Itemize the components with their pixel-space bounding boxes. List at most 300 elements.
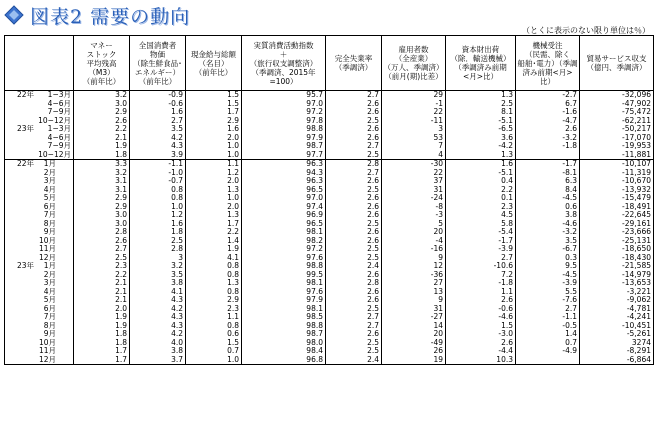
period-cell [5,262,74,271]
period-cell [5,339,74,348]
value-cell: 2.6 [326,211,382,220]
value-cell: 0.6 [186,330,242,339]
value-cell: 96.5 [242,186,326,195]
value-cell: 2.8 [74,228,130,237]
value-cell: 0.8 [186,322,242,331]
period-label: 11月 [38,347,56,355]
value-cell: -19,953 [580,142,654,151]
header-consumption-index: 実質消費活動指数 ＋ （旅行収支調整済） （季調済、2015年 =100） [242,36,326,91]
value-cell: 37 [382,177,446,186]
header-capital-goods: 資本財出荷 （除．輸送機械） （季調済み前期 <月>比） [446,36,516,91]
value-cell: 98.1 [242,279,326,288]
quarterly-row [5,117,654,126]
period-label: 9月 [43,330,56,338]
value-cell: 2.6 [326,100,382,109]
monthly-row [5,313,654,322]
value-cell: -7.6 [516,296,580,305]
value-cell: -3.2 [516,134,580,143]
period-cell [5,279,74,288]
value-cell: 3.5 [130,271,186,280]
year-label: 23年 [16,125,34,133]
period-label: 1月 [43,159,56,168]
period-cell [5,220,74,229]
value-cell: -6,864 [580,356,654,365]
value-cell: 2.3 [446,203,516,212]
value-cell: 2.0 [186,203,242,212]
period-label: 7月 [43,211,56,219]
period-cell [5,347,74,356]
value-cell: 1.3 [186,186,242,195]
period-cell [5,169,74,178]
period-label: 12月 [38,253,56,262]
value-cell: 2.5 [74,254,130,263]
value-cell: -9,062 [580,296,654,305]
period-label: 4−6月 [47,99,71,108]
value-cell: 3.9 [130,151,186,160]
value-cell: -13,653 [580,279,654,288]
monthly-row [5,203,654,212]
value-cell: 2.5 [446,100,516,109]
value-cell: 2.6 [326,271,382,280]
value-cell: -4.4 [446,347,516,356]
value-cell: 4.0 [130,339,186,348]
value-cell: 31 [382,305,446,314]
value-cell: 3 [130,254,186,263]
value-cell: -15,479 [580,194,654,203]
header-unemployment: 完全失業率 （季調済） [326,36,382,91]
value-cell: 98.8 [242,125,326,134]
value-cell: -23,666 [580,228,654,237]
monthly-row [5,271,654,280]
value-cell: 2.6 [74,237,130,246]
value-cell: 4.3 [130,322,186,331]
page-title: 図表2 需要の動向 [30,5,191,28]
value-cell: 2.1 [74,288,130,297]
value-cell: 2.5 [326,117,382,126]
value-cell: 2.7 [516,305,580,314]
value-cell: 26 [382,347,446,356]
value-cell: -11,319 [580,169,654,178]
period-label: 2月 [43,168,56,177]
value-cell: 7.2 [446,271,516,280]
value-cell: 53 [382,134,446,143]
period-cell [5,151,74,160]
value-cell: -24 [382,194,446,203]
value-cell: -49 [382,339,446,348]
value-cell: 2.5 [130,237,186,246]
monthly-row [5,169,654,178]
value-cell: 9.5 [516,262,580,271]
value-cell: 2.9 [186,117,242,126]
value-cell: 2.2 [74,271,130,280]
header-employees: 雇用者数 （全産業） （万人、季調済） （前月(期)比差） [382,36,446,91]
value-cell: 2.0 [186,134,242,143]
period-label: 6月 [43,202,56,211]
value-cell [516,356,580,365]
value-cell: 2.5 [326,339,382,348]
unit-note: （とくに表示のない限り単位は％） [522,26,650,35]
value-cell: -8 [382,203,446,212]
year-label: 23年 [16,262,34,270]
monthly-row [5,305,654,314]
value-cell: 98.1 [242,228,326,237]
period-label: 12月 [38,355,56,364]
value-cell: 0.6 [516,203,580,212]
value-cell: -18,430 [580,254,654,263]
monthly-row [5,347,654,356]
value-cell: 3.0 [74,220,130,229]
value-cell: 2.6 [326,237,382,246]
value-cell: 4.2 [130,134,186,143]
value-cell: -22,645 [580,211,654,220]
period-cell [5,134,74,143]
value-cell: 0.1 [446,194,516,203]
period-cell [5,322,74,331]
value-cell: 1.0 [186,356,242,365]
period-label: 5月 [43,296,56,304]
value-cell: 2.5 [326,254,382,263]
period-label: 8月 [43,219,56,228]
period-label: 10−12月 [38,116,71,125]
value-cell: -4,241 [580,313,654,322]
value-cell: 98.7 [242,330,326,339]
period-cell [5,117,74,126]
value-cell: 98.2 [242,237,326,246]
value-cell: 2.6 [326,330,382,339]
monthly-row [5,237,654,246]
period-label: 1月 [43,262,56,270]
value-cell: -16 [382,245,446,254]
period-label: 11月 [38,245,56,253]
value-cell: 0.3 [516,254,580,263]
value-cell: 3 [382,125,446,134]
value-cell: 1.7 [74,347,130,356]
value-cell: 2.6 [74,117,130,126]
value-cell: -1 [382,100,446,109]
value-cell: -4 [382,237,446,246]
value-cell: 2.7 [130,117,186,126]
period-label: 1−3月 [47,90,71,99]
value-cell: 1.2 [130,211,186,220]
value-cell: 9 [382,296,446,305]
value-cell: -4.6 [446,313,516,322]
value-cell: 1.3 [186,279,242,288]
header-machinery-orders: 機械受注 （民需、除く 船舶･電力）（季調 済み前期<月> 比） [516,36,580,91]
value-cell: 4.1 [186,254,242,263]
value-cell: 2.5 [326,245,382,254]
value-cell: 97.7 [242,151,326,160]
value-cell: 0.8 [130,186,186,195]
value-cell: 3.2 [74,169,130,178]
value-cell: -10,670 [580,177,654,186]
value-cell: 1.9 [74,313,130,322]
period-label: 7−9月 [47,142,71,150]
value-cell: 0.8 [186,262,242,271]
value-cell: 0.8 [130,194,186,203]
value-cell: 97.0 [242,194,326,203]
value-cell: 1.6 [130,220,186,229]
value-cell: 2.5 [326,220,382,229]
value-cell: -30 [382,160,446,169]
value-cell: 1.5 [186,339,242,348]
value-cell: 2.6 [516,125,580,134]
monthly-row [5,228,654,237]
year-label: 22年 [16,90,34,99]
value-cell: 0.7 [186,347,242,356]
value-cell: 0.4 [446,177,516,186]
value-cell: 1.6 [446,160,516,169]
value-cell: -3.9 [516,279,580,288]
value-cell: 2.6 [446,296,516,305]
value-cell: 2.6 [326,125,382,134]
value-cell: 97.6 [242,288,326,297]
period-label: 9月 [43,228,56,236]
blue-diamond-icon [4,5,24,25]
value-cell: 98.7 [242,142,326,151]
value-cell: -1.7 [516,160,580,169]
value-cell: -25,131 [580,237,654,246]
demand-table [4,35,654,365]
value-cell: -36 [382,271,446,280]
value-cell: 2.8 [130,245,186,254]
value-cell: 3.7 [130,356,186,365]
period-cell [5,228,74,237]
period-cell [5,211,74,220]
period-label: 4月 [43,287,56,296]
value-cell: 2.5 [326,347,382,356]
value-cell: -4.9 [516,347,580,356]
value-cell: 2.7 [326,169,382,178]
value-cell: 4.5 [446,211,516,220]
monthly-row [5,296,654,305]
value-cell: 2.6 [446,339,516,348]
value-cell: 31 [382,186,446,195]
value-cell: 6.7 [516,100,580,109]
value-cell: 1.7 [74,356,130,365]
value-cell: 97.9 [242,134,326,143]
value-cell: 1.1 [446,288,516,297]
value-cell: 1.5 [186,91,242,100]
value-cell: 98.1 [242,305,326,314]
value-cell: 1.5 [446,322,516,331]
value-cell: -3.2 [516,228,580,237]
value-cell: 2.5 [326,151,382,160]
value-cell: 2.6 [326,108,382,117]
period-cell [5,142,74,151]
value-cell: -1.1 [516,313,580,322]
value-cell: 2.8 [326,160,382,169]
value-cell: -4,781 [580,305,654,314]
period-cell [5,237,74,246]
value-cell: 3.3 [74,160,130,169]
value-cell: 22 [382,108,446,117]
quarterly-row [5,151,654,160]
monthly-row [5,262,654,271]
period-cell [5,100,74,109]
monthly-row [5,330,654,339]
period-cell [5,91,74,100]
period-cell [5,125,74,134]
period-label: 5月 [43,194,56,202]
value-cell: -18,491 [580,203,654,212]
period-label: 4−6月 [47,133,71,142]
period-cell [5,288,74,297]
value-cell: 97.2 [242,108,326,117]
value-cell: 96.9 [242,211,326,220]
value-cell: 3.0 [74,211,130,220]
value-cell: 1.8 [74,330,130,339]
period-label: 10月 [38,236,56,245]
value-cell: 1.0 [186,151,242,160]
value-cell: -29,161 [580,220,654,229]
value-cell: 2.6 [326,134,382,143]
value-cell: 1.8 [74,151,130,160]
value-cell: 1.9 [74,142,130,151]
value-cell: 1.6 [130,108,186,117]
value-cell: 3.5 [516,237,580,246]
value-cell: -0.6 [446,305,516,314]
value-cell: 3.8 [516,211,580,220]
value-cell: 1.0 [130,203,186,212]
value-cell: 0.8 [186,288,242,297]
value-cell: 22 [382,169,446,178]
value-cell: 0.7 [516,339,580,348]
value-cell: 14 [382,322,446,331]
value-cell: 2.7 [326,142,382,151]
quarterly-row [5,108,654,117]
period-cell [5,160,74,169]
value-cell: 1.0 [186,194,242,203]
monthly-row [5,288,654,297]
value-cell: 2.2 [186,228,242,237]
value-cell: 2.0 [186,177,242,186]
monthly-row [5,339,654,348]
value-cell: 1.5 [186,100,242,109]
value-cell: 8.4 [516,186,580,195]
value-cell: -10.6 [446,262,516,271]
value-cell: 2.9 [74,203,130,212]
value-cell: -1.7 [446,237,516,246]
period-cell [5,186,74,195]
value-cell: 1.3 [446,151,516,160]
value-cell: -0.5 [516,322,580,331]
value-cell: 2.7 [326,313,382,322]
value-cell: 3.2 [130,262,186,271]
value-cell: 4.3 [130,296,186,305]
value-cell: 2.6 [326,228,382,237]
value-cell: 1.4 [516,330,580,339]
value-cell: 9 [382,254,446,263]
value-cell: -6.5 [446,125,516,134]
value-cell: 3.8 [130,347,186,356]
monthly-row [5,186,654,195]
period-cell [5,330,74,339]
monthly-row [5,279,654,288]
header-cash-earnings: 現金給与総額 （名目） （前年比） [186,36,242,91]
value-cell: -0.9 [130,91,186,100]
period-cell [5,271,74,280]
value-cell: 2.1 [74,279,130,288]
value-cell: 1.1 [186,313,242,322]
value-cell: 2.7 [446,254,516,263]
value-cell: -4.5 [516,271,580,280]
period-label: 7−9月 [47,108,71,116]
value-cell: -5,261 [580,330,654,339]
quarterly-row [5,125,654,134]
value-cell: 2.6 [326,194,382,203]
period-cell [5,203,74,212]
value-cell: 4 [382,151,446,160]
value-cell: -1.6 [516,108,580,117]
value-cell: 97.6 [242,254,326,263]
value-cell: 4.3 [130,313,186,322]
value-cell: -0.7 [130,177,186,186]
value-cell: 12 [382,262,446,271]
value-cell: 4.1 [130,288,186,297]
value-cell: 3.6 [446,134,516,143]
quarterly-row [5,100,654,109]
period-cell [5,177,74,186]
value-cell: -17,070 [580,134,654,143]
value-cell: -4.5 [516,194,580,203]
value-cell: -6.7 [516,245,580,254]
header-cpi: 全国消費者 物価 （除生鮮食品･ エネルギー） （前年比） [130,36,186,91]
value-cell: 98.8 [242,322,326,331]
period-label: 3月 [43,177,56,185]
value-cell: 2.7 [326,322,382,331]
value-cell: 2.2 [74,125,130,134]
header-money-stock: マネー ストック 平均残高 （M3） （前年比） [74,36,130,91]
header-period [5,36,74,91]
value-cell: -1.0 [130,169,186,178]
quarterly-row [5,142,654,151]
value-cell: -13,932 [580,186,654,195]
value-cell: 2.6 [326,203,382,212]
period-cell [5,313,74,322]
value-cell: 1.2 [186,169,242,178]
value-cell [516,151,580,160]
value-cell: 98.4 [242,347,326,356]
value-cell: 3.0 [74,100,130,109]
value-cell: -3,221 [580,288,654,297]
value-cell: 1.1 [186,160,242,169]
value-cell: 29 [382,91,446,100]
value-cell: 1.7 [186,220,242,229]
period-label: 7月 [43,313,56,321]
value-cell: 5.5 [516,288,580,297]
value-cell: 13 [382,288,446,297]
value-cell: 2.8 [326,279,382,288]
value-cell: 2.4 [326,356,382,365]
value-cell: -10,107 [580,160,654,169]
value-cell: 2.2 [446,186,516,195]
value-cell: -62,211 [580,117,654,126]
value-cell: 1.0 [186,142,242,151]
value-cell: 96.3 [242,160,326,169]
value-cell: -2.7 [516,91,580,100]
value-cell: -4.6 [516,220,580,229]
value-cell: 10.3 [446,356,516,365]
value-cell: -1.1 [130,160,186,169]
value-cell: -10,451 [580,322,654,331]
monthly-row [5,160,654,169]
value-cell: 97.8 [242,117,326,126]
value-cell: 2.7 [74,245,130,254]
value-cell: 7 [382,142,446,151]
value-cell: 5 [382,220,446,229]
monthly-row [5,245,654,254]
value-cell: 27 [382,279,446,288]
